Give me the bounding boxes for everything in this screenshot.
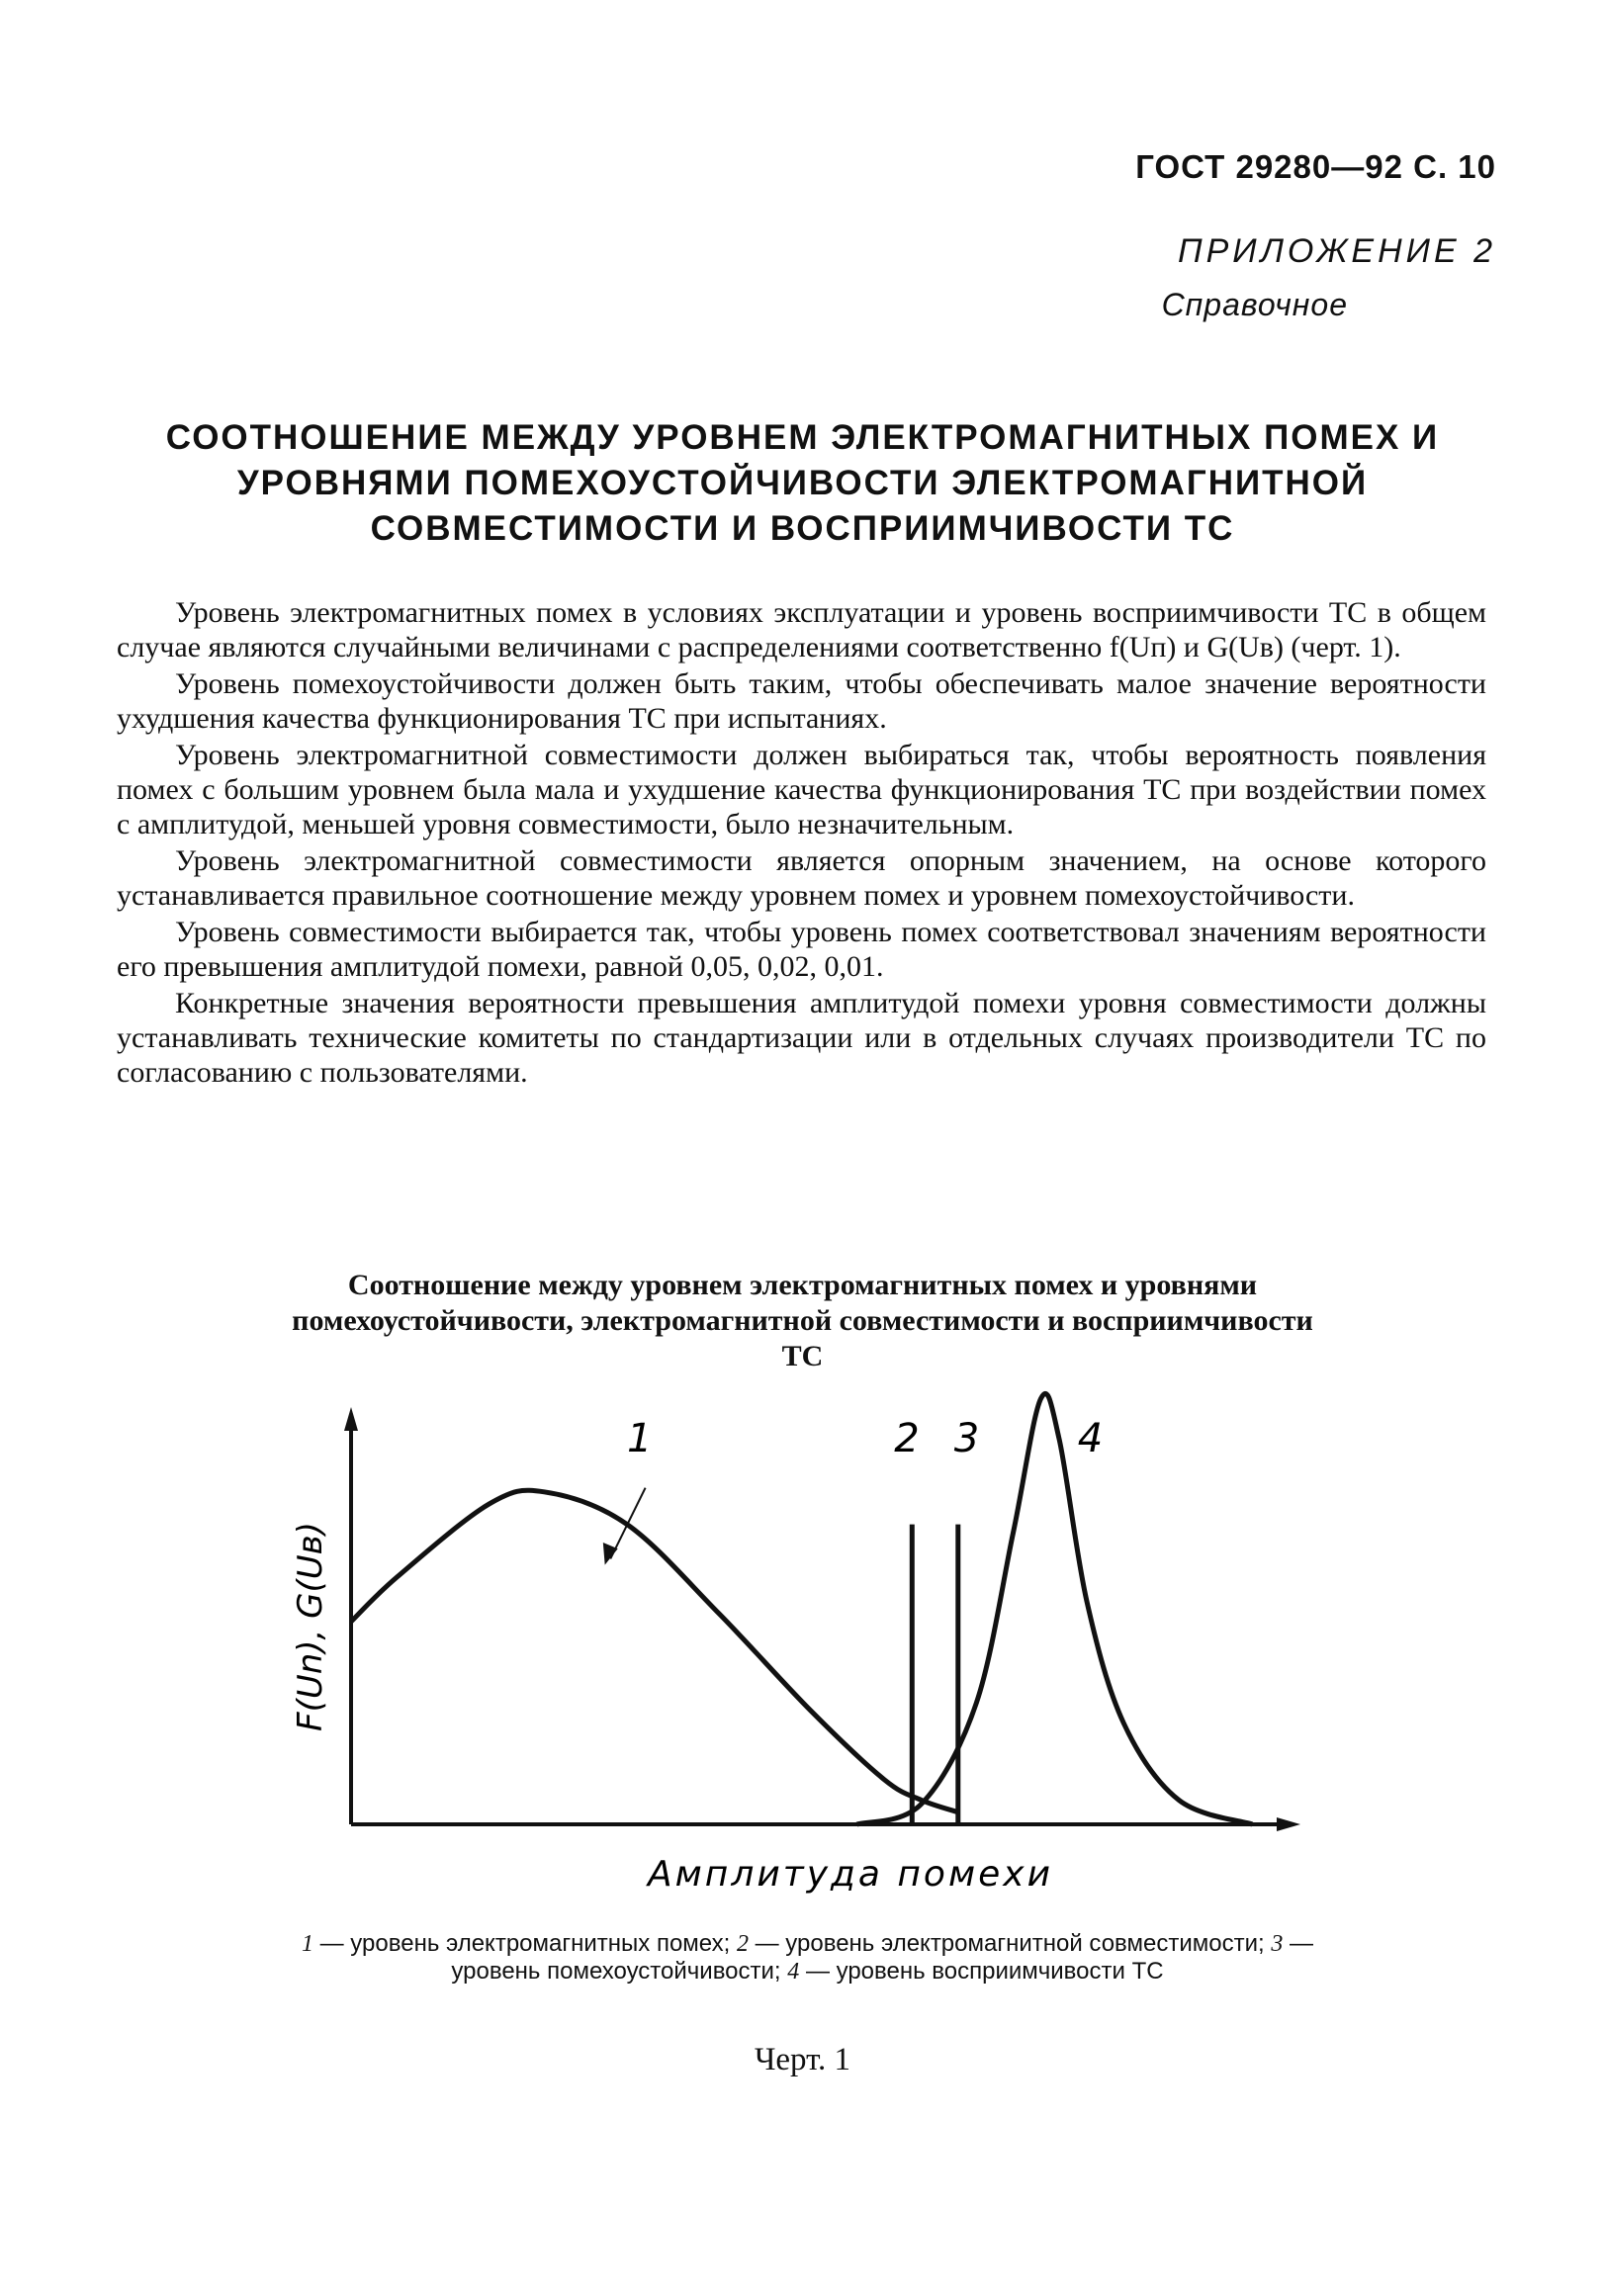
body-text — [117, 595, 1486, 1090]
caption-num: 1 — [301, 1931, 313, 1957]
title-line: СОВМЕСТИМОСТИ И ВОСПРИИМЧИВОСТИ ТС — [370, 509, 1235, 548]
vline-3-label: 3 — [953, 1415, 980, 1461]
caption-num: 4 — [787, 1959, 800, 1985]
document-title — [109, 415, 1496, 552]
appendix-label: ПРИЛОЖЕНИЕ 2 — [1177, 232, 1496, 270]
paragraph: Уровень электромагнитных помех в условиях эксплуатации и уровень восприимчивости ТС в общем случае являются случайными величинами с распределениями соответственно f(Uп) и G(Uв) (черт. 1). — [117, 596, 1486, 663]
figure-caption — [282, 1930, 1333, 1986]
paragraph: Уровень электромагнитной совместимости является опорным значением, на основе которого устанавливается правильное соотношение между уровнем помех и уровнем помехоустойчивости. — [117, 844, 1486, 912]
series-1-label: 1 — [627, 1415, 653, 1461]
caption-num: 2 — [736, 1931, 749, 1957]
y-axis-label: F(Un), G(Uв) — [291, 1522, 330, 1731]
caption-text: — уровень электромагнитной совместимости; — [755, 1930, 1265, 1957]
caption-text: — уровень помехоустойчивости; — [451, 1930, 1314, 1985]
title-line: УРОВНЯМИ ПОМЕХОУСТОЙЧИВОСТИ ЭЛЕКТРОМАГНИТНОЙ — [236, 464, 1369, 502]
caption-item — [737, 1930, 1265, 1957]
series-4-label: 4 — [1077, 1415, 1104, 1461]
paragraph: Уровень помехоустойчивости должен быть таким, чтобы обеспечивать малое значение вероятности ухудшения качества функционирования ТС при испытаниях. — [117, 667, 1486, 735]
chart-axes — [344, 1407, 1300, 1831]
paragraph: Конкретные значения вероятности превышения амплитудой помехи уровня совместимости должны устанавливать технические комитеты по стандартизации или в отдельных случаях производители ТС по согласованию с пользователями. — [117, 987, 1486, 1089]
chart-series — [351, 1393, 1252, 1824]
x-axis-label: Амплитуда помехи — [648, 1854, 1053, 1895]
appendix-type: Справочное — [1161, 287, 1348, 322]
figure-label: Черт. 1 — [754, 2042, 851, 2077]
y-axis-arrow — [344, 1407, 358, 1431]
paragraph: Уровень электромагнитной совместимости должен выбираться так, чтобы вероятность появления помех с большим уровнем была мала и ухудшение качества функционирования ТС при воздействии помех с амплитудой, меньшей уровня совместимости, было незначительным. — [117, 739, 1486, 840]
figure-chart — [267, 1389, 1315, 1903]
x-axis-arrow — [1277, 1817, 1300, 1831]
caption-text: — уровень восприимчивости ТС — [805, 1958, 1164, 1985]
caption-num: 3 — [1271, 1931, 1284, 1957]
document-number: ГОСТ 29280—92 С. 10 — [1135, 148, 1496, 185]
series-1-line — [351, 1490, 958, 1811]
vline-2-label: 2 — [894, 1415, 920, 1461]
series-1-pointer-head — [603, 1543, 618, 1565]
caption-item — [787, 1958, 1163, 1985]
caption-text: — уровень электромагнитных помех; — [319, 1930, 731, 1957]
title-line: СООТНОШЕНИЕ МЕЖДУ УРОВНЕМ ЭЛЕКТРОМАГНИТНЫХ ПОМЕХ И — [165, 418, 1440, 457]
paragraph: Уровень совместимости выбирается так, чтобы уровень помех соответствовал значениям вероятности его превышения амплитудой помехи, равной 0,05, 0,02, 0,01. — [117, 916, 1486, 983]
caption-item — [302, 1930, 730, 1957]
figure-title: Соотношение между уровнем электромагнитных помех и уровнями помехоустойчивости, электромагнитной совместимости и восприимчивости ТС — [292, 1269, 1313, 1372]
